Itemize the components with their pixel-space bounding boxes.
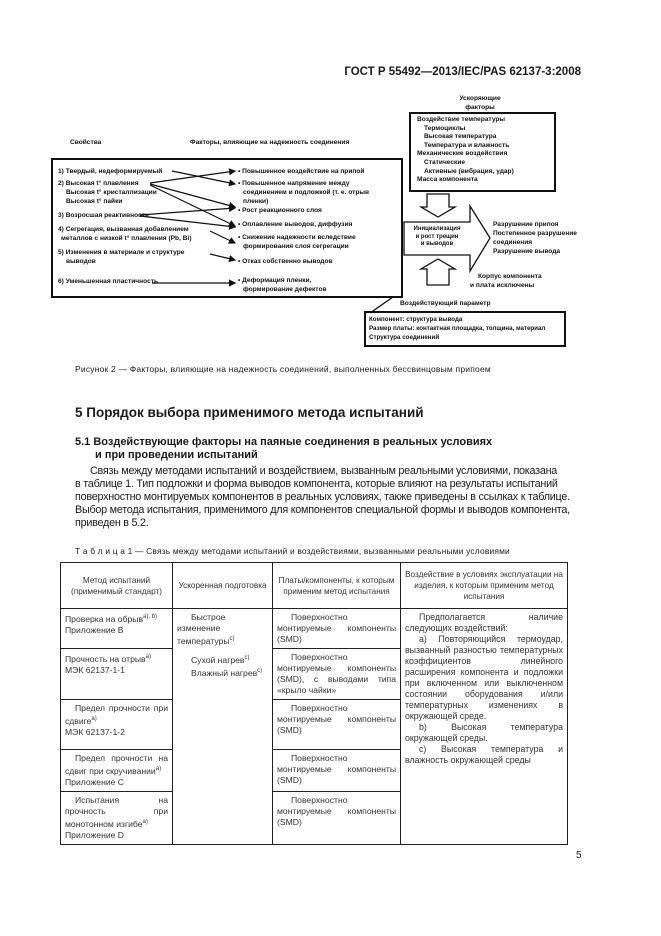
- header-method: Метод испытаний (применимый стандарт): [61, 563, 173, 609]
- header-boards: Платы/компоненты, к которым применим метод испытания: [273, 563, 401, 609]
- method-ref: Приложение D: [65, 829, 124, 840]
- para-line: приведен в 5.2.: [75, 517, 149, 529]
- section-5-1-heading: [75, 436, 492, 462]
- accel-title-line: Ускоряющие: [459, 95, 501, 102]
- para-line: Связь между методами испытаний и воздействием, вызванным реальными условиями, показана: [90, 465, 558, 477]
- boards-cell: Поверхностно монтируемые компоненты (SMD): [273, 791, 401, 844]
- method-ref: Приложение C: [65, 776, 124, 787]
- property: 6) Уменьшенная пластичность: [58, 278, 159, 285]
- param: Размер платы: контактная площадка, толщина, материал: [369, 325, 546, 332]
- method-cell: [61, 750, 173, 792]
- factor: соединением и подложкой (т. е. отрыв: [243, 189, 370, 196]
- process-line: и рост трещин: [415, 233, 459, 240]
- accel-text: Сухой нагрев: [191, 654, 245, 665]
- para-line: Выбор метода испытания, применимого для компонентов специальной формы и выводов компонента,: [75, 504, 570, 516]
- heading-line: и при проведении испытаний: [95, 449, 258, 461]
- footnote-mark: a): [142, 818, 148, 825]
- table-caption: Т а б л и ц а 1 — Связь между методами испытаний и воздействиями, вызванными реальными условиями: [75, 546, 510, 556]
- factor: • Рост реакционного слоя: [238, 207, 322, 214]
- footnote-mark: c): [244, 654, 250, 661]
- param-title: Воздействующий параметр: [400, 300, 491, 307]
- method-cell: [61, 791, 173, 844]
- impact-text: b) Высокая температура окружающей среды.: [405, 722, 563, 743]
- property: 4) Сегрегация, вызванная добавлением: [58, 226, 189, 233]
- factor: • Повышенное воздействие на припой: [238, 168, 365, 175]
- header-accel: Ускоренная подготовка: [173, 563, 273, 609]
- factor: • Деформация пленки,: [238, 277, 312, 284]
- accel-item: Механические воздействия: [417, 150, 508, 158]
- results-list: [493, 220, 577, 256]
- accel-item: Статические: [424, 158, 466, 166]
- footnote-mark: a), b): [143, 614, 158, 620]
- method-name: Предел прочности при сдвиге: [65, 703, 168, 726]
- accel-title-line: факторы: [465, 104, 495, 111]
- excluded-line: Корпус компонента: [478, 273, 542, 280]
- para-line: в таблице 1. Тип подложки и форма выводов компонента, которые влияют на результаты испытаний: [75, 478, 558, 490]
- factor: • Повышенное напряжение между: [238, 180, 350, 187]
- result: соединения: [493, 239, 533, 246]
- method-ref: МЭК 62137-1-1: [65, 664, 125, 675]
- result: Разрушение припоя: [493, 221, 559, 228]
- param: Компонент: структура вывода: [369, 316, 463, 323]
- method-cell: [61, 700, 173, 750]
- page-number: 5: [576, 850, 582, 861]
- property: 5) Изменения в материале и структуре: [58, 249, 185, 256]
- accel-title: [440, 94, 520, 112]
- excluded-note: [470, 272, 542, 290]
- impact-text: c) Высокая температура и влажность окружающей среды: [405, 744, 563, 765]
- property: 2) Высокая t° плавления: [58, 180, 139, 187]
- boards-cell: Поверхностно монтируемые компоненты (SMD): [273, 609, 401, 649]
- section-5-1-paragraph: [75, 465, 595, 530]
- accel-text: Быстрое изменение температуры: [177, 612, 230, 646]
- result: Постепенное разрушение: [493, 230, 577, 237]
- factor: • Оплавление выводов, диффузия: [238, 221, 353, 228]
- table-header-row: [61, 563, 568, 609]
- method-cell: [61, 609, 173, 649]
- factor: • Отказ собственно выводов: [238, 258, 333, 265]
- table-1: [60, 562, 568, 845]
- factor: формирования слоя сегрегации: [243, 243, 349, 250]
- properties-list: [58, 167, 192, 286]
- impact-text: a) Повторяющийся термоудар, вызванный разностью температурных коэффициентов линейного расширения компонента и подложки при включенном или выключенном состоянии оборудования и/или температурных изменениях в окружающей среде.: [405, 634, 563, 721]
- table-row: [61, 609, 568, 649]
- param: Структура соединений: [369, 334, 440, 341]
- process-line: и выводов: [420, 241, 454, 247]
- result: Разрушение вывода: [493, 248, 561, 255]
- property: 1) Твердый, недеформируемый: [58, 168, 163, 175]
- process-label: [406, 226, 468, 249]
- factor: пленки): [243, 198, 269, 205]
- params-list: [369, 315, 545, 342]
- boards-cell: Поверхностно монтируемые компоненты (SMD), с выводами типа «крыло чайки»: [273, 649, 401, 700]
- footnote-mark: a): [145, 654, 151, 660]
- method-ref: МЭК 62137-1-2: [65, 726, 125, 737]
- property: выводов: [66, 258, 96, 265]
- method-name: Предел прочности на сдвиг при скручивании: [65, 753, 168, 776]
- factor: • Снижение надежности вследствие: [238, 234, 356, 241]
- property: 3) Возросшая реактивность: [58, 212, 150, 219]
- col-factors-label: Факторы, влияющие на надежность соединения: [190, 139, 350, 146]
- para-line: поверхностно монтируемых компонентов в реальных условиях, также приведены в ссылках к таблице.: [75, 491, 570, 503]
- accel-item: Активные (вибрация, удар): [424, 167, 514, 175]
- accel-item: Температура и влажность: [424, 141, 510, 149]
- method-cell: [61, 649, 173, 700]
- figure-caption: Рисунок 2 — Факторы, влияющие на надежность соединений, выполненных бессвинцовым припоем: [75, 364, 491, 374]
- accel-list: [417, 116, 514, 185]
- method-ref: Приложение B: [65, 624, 124, 635]
- boards-cell: Поверхностно монтируемые компоненты (SMD): [273, 700, 401, 750]
- accel-item: Воздействие температуры: [417, 116, 506, 123]
- heading-line: 5.1 Воздействующие факторы на паяные соединения в реальных условиях: [75, 436, 493, 448]
- accel-cell: [173, 609, 273, 845]
- footnote-mark: c): [257, 667, 263, 674]
- footnote-mark: a): [91, 716, 97, 722]
- method-name: Проверка на обрыв: [65, 613, 144, 624]
- method-name: Прочность на отрыв: [65, 653, 146, 664]
- section-5-heading: 5 Порядок выбора применимого метода испытаний: [75, 405, 424, 420]
- footnote-mark: a): [155, 766, 162, 772]
- impact-text: Предполагается наличие следующих воздействий:: [405, 612, 563, 633]
- factor: формирование дефектов: [243, 286, 327, 293]
- process-line: Инициализация: [413, 226, 461, 232]
- impact-cell: [401, 609, 568, 845]
- boards-cell: Поверхностно монтируемые компоненты (SMD): [273, 750, 401, 792]
- accel-item: Масса компонента: [417, 176, 478, 184]
- accel-item: Высокая температура: [424, 133, 497, 141]
- property: Высокая t° кристаллизации: [66, 189, 157, 196]
- excluded-line: и плата исключены: [470, 282, 535, 289]
- document-header: ГОСТ Р 55492—2013/IEC/PAS 62137-3:2008: [344, 66, 581, 78]
- accel-text: Влажный нагрев: [191, 667, 258, 678]
- property: Высокая t° пайки: [66, 198, 123, 205]
- method-name: Испытания на прочность при монотонном изгибе: [65, 794, 168, 829]
- accel-item: Термоциклы: [424, 124, 466, 132]
- col-properties-label: Свойства: [70, 139, 102, 146]
- factors-list: [238, 167, 369, 294]
- property: металлов с низкой t° плавления (Pb, Bi): [61, 235, 192, 242]
- header-impact: Воздействие в условиях эксплуатации на изделия, к которым применим метод испытания: [401, 563, 568, 609]
- footnote-mark: c): [229, 636, 235, 642]
